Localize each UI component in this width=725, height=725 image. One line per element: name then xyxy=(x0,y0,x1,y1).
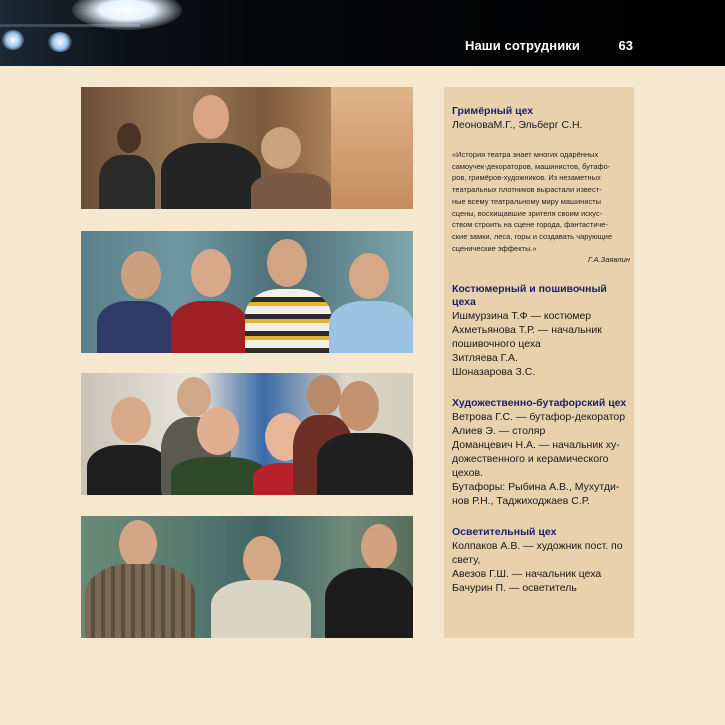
costume-title: Костюмерный и пошивочный цеха xyxy=(452,283,607,309)
header-band xyxy=(0,0,725,66)
page-number: 63 xyxy=(618,38,633,53)
props-title: Художественно-бутафорский цех xyxy=(452,397,627,410)
quote-author: Г.А.Заявлин xyxy=(588,255,630,265)
quote-line: «История театра знает многих одарённых xyxy=(452,150,599,159)
costume-staff: Шоназарова З.С. xyxy=(452,366,536,379)
props-staff: Доманцевич Н.А. — начальник ху- xyxy=(452,439,620,452)
lighting-staff: свету, xyxy=(452,554,481,567)
props-staff: Алиев Э. — столяр xyxy=(452,425,546,438)
quote-line: ров, гримёров-художников. Из незаметных xyxy=(452,173,601,183)
makeup-title: Гримёрный цех xyxy=(452,105,534,117)
costume-staff: Ишмурзина Т.Ф — костюмер xyxy=(452,310,592,323)
props-staff: нов Р.Н., Таджиходжаев С.Р. xyxy=(452,495,590,508)
lighting-staff: Колпаков А.В. — художник пост. по xyxy=(452,540,623,553)
props-staff: Ветрова Г.С. — бутафор-декоратор xyxy=(452,411,626,424)
lighting-workshop-photo xyxy=(81,516,413,638)
stage-light xyxy=(48,32,72,52)
quote-line: театральных плотников вырастали извест- xyxy=(452,185,602,195)
staff-list-panel xyxy=(444,87,634,638)
props-section xyxy=(452,397,630,508)
stage-light xyxy=(2,30,24,50)
costume-staff: Зитляева Г.А. xyxy=(452,352,518,365)
quote-line: сценические эффекты.» xyxy=(452,243,537,253)
costume-section xyxy=(452,283,630,379)
props-staff: дожественного и керамического xyxy=(452,453,609,466)
costume-workshop-photo xyxy=(81,231,413,353)
quote-line: ские замки, леса, горы и создавать чарующие xyxy=(452,231,613,241)
costume-staff: пошивочного цеха xyxy=(452,338,541,351)
makeup-section xyxy=(452,105,630,132)
props-staff: цехов. xyxy=(452,467,483,480)
lighting-section xyxy=(452,526,630,595)
props-workshop-photo xyxy=(81,373,413,495)
costume-staff: Ахметьянова Т.Р. — начальник xyxy=(452,324,602,337)
section-title: Наши сотрудники xyxy=(464,38,580,53)
quote-block xyxy=(452,149,630,264)
quote-line: ные всему театральному миру машинисты xyxy=(452,196,602,206)
quote-line: самоучек-декораторов, машинистов, бутафо- xyxy=(452,161,611,171)
lighting-staff: Авезов Г.Ш. — начальник цеха xyxy=(452,568,602,581)
quote-line: сцены, восхищавшие зрителя своим искус- xyxy=(452,208,603,218)
makeup-staff: ЛеоноваМ.Г., Эльберг С.Н. xyxy=(452,119,583,131)
makeup-workshop-photo xyxy=(81,87,413,209)
props-staff: Бутафоры: Рыбина А.В., Мухутди- xyxy=(452,481,620,494)
lighting-title: Осветительный цех xyxy=(452,526,557,539)
quote-line: ством строить на сцене города, фантастиче- xyxy=(452,220,608,230)
lighting-staff: Бачурин П. — осветитель xyxy=(452,582,577,595)
